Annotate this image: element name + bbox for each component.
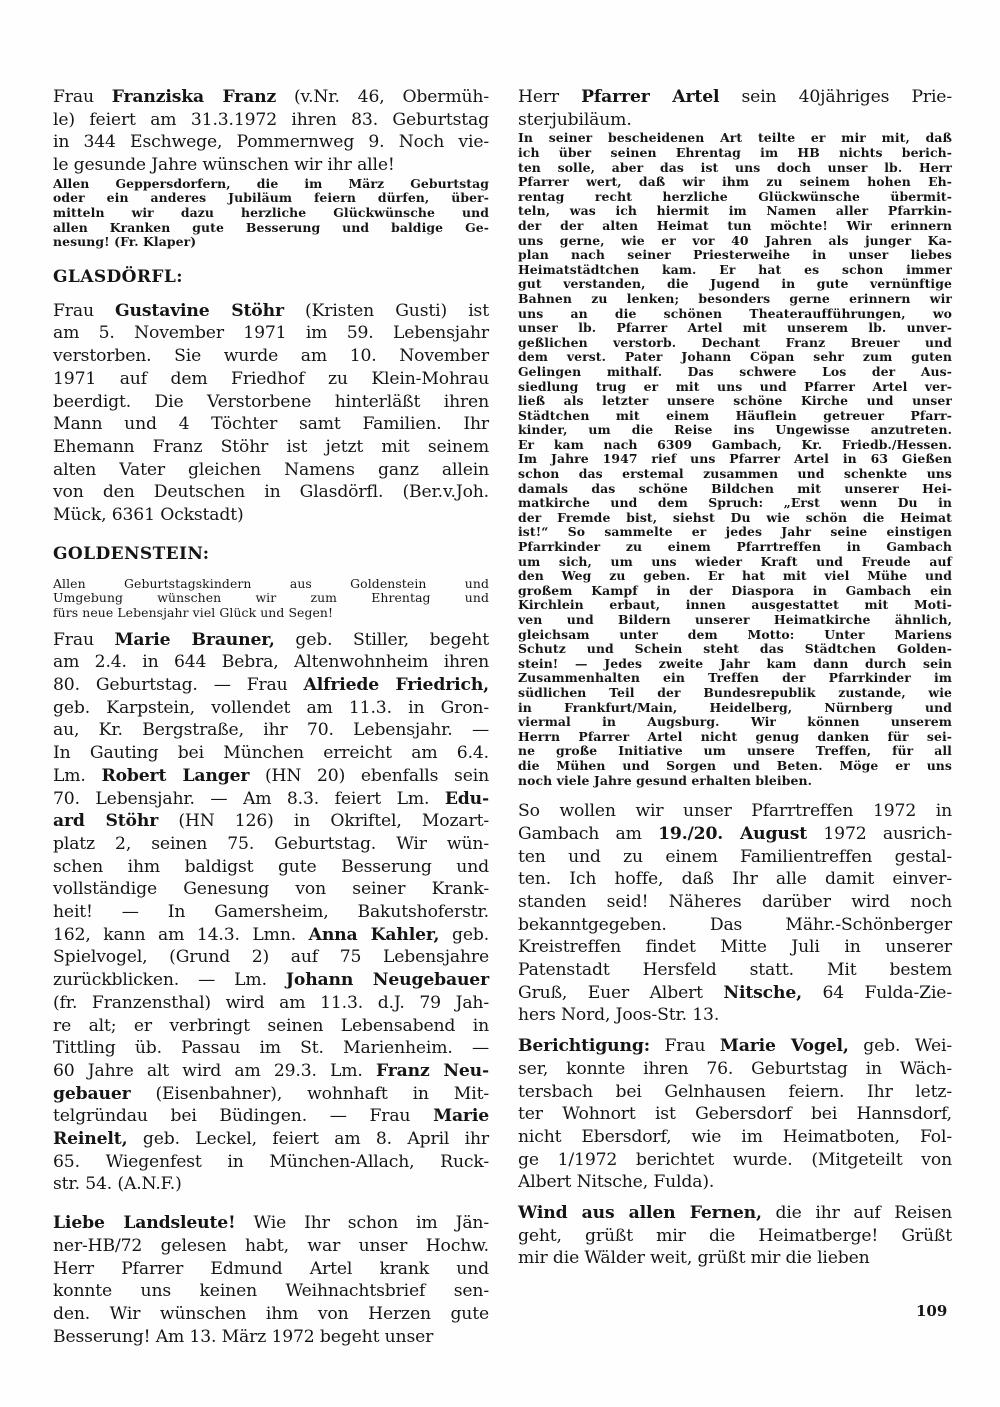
text-line: ard Stöhr (HN 126) in Okriftel, Mozart- xyxy=(53,811,489,832)
text-line: der Fremde bist, siehst Du wie schön die Heimat xyxy=(518,509,952,525)
text-line: le) feiert am 31.3.1972 ihren 83. Geburtstag xyxy=(53,109,489,130)
text-line: ten. Ich hoffe, daß Ihr alle damit einver- xyxy=(518,869,952,890)
text-line: Reinelt, geb. Leckel, feiert am 8. April ihr xyxy=(53,1129,489,1150)
text-line: ter Wohnort ist Gebersdorf bei Hannsdorf, xyxy=(518,1104,952,1125)
text-line: fürs neue Lebensjahr viel Glück und Segen! xyxy=(53,605,334,620)
text-line: ist!“ So sammelte er jedes Jahr seine einstigen xyxy=(518,524,952,540)
text-line: beerdigt. Die Verstorbene hinterläßt ihren xyxy=(53,391,489,412)
text-line: teln, was ich hiermit im Namen aller Pfarrkin- xyxy=(518,203,952,219)
paragraph-liebe-landsleute xyxy=(53,1212,489,1348)
text-line: bekanntgegeben. Das Mähr.-Schönberger xyxy=(518,914,952,935)
text-line: schen ihm baldigst gute Besserung und xyxy=(53,856,489,877)
bold-name: Edu- xyxy=(444,788,489,809)
section-heading-goldenstein: GOLDENSTEIN: xyxy=(53,543,210,564)
text-line: oder ein anderes Jubiläum feiern dürfen, über- xyxy=(53,190,489,206)
text-line: stein! — Jedes zweite Jahr kam dann durch sein xyxy=(518,655,952,671)
text-line: Herr Pfarrer Artel sein 40jähriges Prie- xyxy=(518,87,952,107)
text-line: Lm. Robert Langer (HN 20) ebenfalls sein xyxy=(53,765,489,786)
text-line: Frau Gustavine Stöhr (Kristen Gusti) ist xyxy=(53,300,489,321)
text-line: In Gauting bei München erreicht am 6.4. xyxy=(53,743,489,764)
text-line: dem verst. Pater Johann Cöpan sehr zum guten xyxy=(518,349,952,365)
text-line: in Frankfurt/Main, Heidelberg, Nürnberg und xyxy=(518,699,952,715)
text-line: viermal in Augsburg. Wir können unserem xyxy=(518,714,952,730)
paragraph-pfarrer-artel-jubilee xyxy=(518,86,952,131)
paragraph-pfarrtreffen-1972 xyxy=(518,800,952,1027)
text-line: heit! — In Gamersheim, Bakutshoferstr. xyxy=(53,902,489,923)
text-line: Tittling üb. Passau im St. Marienheim. — xyxy=(53,1038,489,1059)
right-column xyxy=(518,86,952,1270)
text-line: in 344 Eschwege, Pommernweg 9. Noch vie- xyxy=(53,132,489,153)
text-line: zurückblicken. — Lm. Johann Neugebauer xyxy=(53,970,489,991)
bold-name: Alfriede Friedrich, xyxy=(303,675,489,695)
text-line: tersbach bei Gelnhausen feiern. Ihr letz- xyxy=(518,1081,952,1102)
text-line: matkirche und dem Spruch: „Erst wenn Du in xyxy=(518,495,952,511)
text-line: ließ als letzter unsere schöne Kirche und unser xyxy=(518,393,952,409)
text-line: Spielvogel, (Grund 2) auf 75 Lebensjahre xyxy=(53,947,489,968)
text-line: den. Wir wünschen ihm von Herzen gute xyxy=(53,1303,489,1324)
text-line: Städtchen mit einem Häuflein getreuer Pfarr- xyxy=(518,407,952,423)
text-line: verstorben. Sie wurde am 10. November xyxy=(53,346,489,367)
text-line: alten Vater gleichen Namens ganz allein xyxy=(53,459,489,480)
text-line: Herr Pfarrer Edmund Artel krank und xyxy=(53,1258,489,1279)
text-line: unser lb. Pfarrer Artel mit unserem lb. unver- xyxy=(518,320,952,336)
text-line: geht, grüßt mir die Heimatberge! Grüßt xyxy=(518,1225,952,1246)
bold-name: Reinelt, xyxy=(53,1129,128,1150)
text-line: sterjubiläum. xyxy=(518,109,632,130)
text-line: 60 Jahre alt wird am 29.3. Lm. Franz Neu- xyxy=(53,1060,490,1081)
bold-name: Pfarrer Artel xyxy=(581,87,720,107)
text-line: die Mühen und Sorgen und Beten. Möge er uns xyxy=(518,757,952,773)
text-line: Im Jahre 1947 rief uns Pfarrer Artel in 63 Gießen xyxy=(518,451,952,467)
text-line: hers Nord, Joos-Str. 13. xyxy=(518,1005,720,1026)
text-line: am 5. November 1971 im 59. Lebensjahr xyxy=(53,323,489,344)
text-line: Pfarrer wert, daß wir ihm zu seinem hohen Eh- xyxy=(518,174,952,190)
bold-name: Nitsche, xyxy=(723,982,802,1003)
text-line: mir die Wälder weit, grüßt mir die lieben xyxy=(518,1248,870,1269)
text-line: Gambach am 19./20. August 1972 ausrich- xyxy=(518,823,953,844)
text-line: Berichtigung: Frau Marie Vogel, geb. Wei- xyxy=(518,1036,952,1057)
text-line: ten solle, aber das ist uns doch unser lb. Herr xyxy=(518,159,952,175)
text-line: 1971 auf dem Friedhof zu Klein-Mohrau xyxy=(53,368,489,389)
text-line: Gelingen mithalf. Das schwere Los der Aus- xyxy=(518,363,952,379)
text-line: re alt; er verbringt seinen Lebensabend in xyxy=(53,1015,489,1036)
text-line: Frau Marie Brauner, geb. Stiller, begeht xyxy=(53,629,489,650)
text-line: gleichsam unter dem Motto: Unter Mariens xyxy=(518,626,952,642)
text-line: 80. Geburtstag. — Frau Alfriede Friedrich, xyxy=(53,675,489,695)
text-line: plan nach seiner Priesterweihe in unser liebes xyxy=(518,247,952,263)
text-line: ten und zu einem Familientreffen gestal- xyxy=(518,846,952,867)
text-line: Gruß, Euer Albert Nitsche, 64 Fulda-Zie- xyxy=(518,982,952,1003)
text-line: In seiner bescheidenen Art teilte er mir mit, daß xyxy=(518,130,952,146)
text-line: damals das schöne Bildchen mit unserer Hei- xyxy=(518,480,952,496)
text-line: 65. Wiegenfest in München-Allach, Ruck- xyxy=(53,1151,489,1172)
text-line: Heimatstädtchen kam. Er hat es schon immer xyxy=(518,261,952,277)
text-line: gut verstanden, die Jugend in gute vernünftige xyxy=(518,276,952,292)
text-line: Patenstadt Hersfeld statt. Mit bestem xyxy=(518,960,952,981)
text-line: Mück, 6361 Ockstadt) xyxy=(53,505,244,526)
bold-name: Marie Brauner, xyxy=(114,629,275,650)
text-line: gebauer (Eisenbahner), wohnhaft in Mit- xyxy=(53,1083,489,1104)
text-line: ser, konnte ihren 76. Geburtstag in Wäch- xyxy=(518,1058,952,1079)
left-column xyxy=(53,86,489,1348)
bold-name: Robert Langer xyxy=(101,765,250,786)
text-line: telgründau bei Büdingen. — Frau Marie xyxy=(53,1106,489,1127)
text-line: Wind aus allen Fernen, die ihr auf Reisen xyxy=(518,1203,953,1224)
text-line: am 2.4. in 644 Bebra, Altenwohnheim ihren xyxy=(53,652,489,673)
text-line: siedlung trug er mit uns und Pfarrer Artel ver- xyxy=(518,378,952,394)
page-number: 109 xyxy=(916,1302,948,1320)
paragraph-wind-aus-allen-fernen xyxy=(518,1202,952,1270)
paragraph-berichtigung xyxy=(518,1035,952,1194)
text-line: Bahnen zu lenken; besonders gerne erinnern wir xyxy=(518,290,952,306)
bold-name: gebauer xyxy=(53,1083,131,1104)
text-line: Herrn Pfarrer Artel nicht genug danken für sei- xyxy=(518,728,952,744)
paragraph-birthdays-goldenstein xyxy=(53,629,489,1197)
text-line: ven und Bildern unserer Heimatkirche ähnlich, xyxy=(518,612,952,627)
text-line: au, Kr. Bergstraße, ihr 70. Lebensjahr. — xyxy=(53,720,489,741)
text-line: uns an die schönen Theateraufführungen, wo xyxy=(518,305,952,321)
text-line: Besserung! Am 13. März 1972 begeht unser xyxy=(53,1326,434,1347)
text-line: Frau Franziska Franz (v.Nr. 46, Obermüh- xyxy=(53,87,490,107)
text-line: Zusammenhalten ein Treffen der Pfarrkinder im xyxy=(518,670,952,686)
text-line: ner-HB/72 gelesen habt, war unser Hochw. xyxy=(53,1235,489,1256)
text-line: ne große Initiative um unsere Treffen, für all xyxy=(518,743,952,759)
bold-name: Johann Neugebauer xyxy=(285,970,489,991)
bold-name: Franz Neu- xyxy=(375,1060,490,1081)
text-line: platz 2, seinen 75. Geburtstag. Wir wün- xyxy=(53,833,489,854)
bold-name: ard Stöhr xyxy=(53,811,159,832)
bold-name: Franziska Franz xyxy=(111,87,277,107)
text-line: uns gerne, wie er vor 40 Jahren als junger Ka- xyxy=(518,232,952,248)
text-line: um sich, um uns wieder Kraft und Freude auf xyxy=(518,553,952,569)
text-line: Kirchlein erbaut, innen ausgestattet mit Moti- xyxy=(518,597,952,613)
text-line: nicht Ebersdorf, wie im Heimatboten, Fol- xyxy=(518,1126,952,1147)
paragraph-franziska-franz xyxy=(53,86,489,177)
section-heading-glasdoerfl: GLASDÖRFL: xyxy=(53,266,183,287)
text-line: standen seid! Näheres darüber wird noch xyxy=(518,891,952,912)
text-line: ich über seinen Ehrentag im HB nichts berich- xyxy=(518,145,952,160)
text-line: der der alten Heimat tun möchte! Wir erinnern xyxy=(518,217,952,233)
text-line: schon das erstemal zusammen und schenkte uns xyxy=(518,466,952,482)
text-line: Schutz und Schein steht das Städtchen Golden- xyxy=(518,641,952,657)
paragraph-gustavine-stoehr xyxy=(53,300,489,527)
paragraph-pfarrer-artel-tribute xyxy=(518,131,952,788)
text-line: südlichen Teil der Bundesrepublik zustande, wie xyxy=(518,684,952,700)
text-line: nesung! (Fr. Klaper) xyxy=(53,234,197,250)
text-line: allen Kranken gute Besserung und baldige Ge- xyxy=(53,219,489,235)
text-line: kinder, um die Reise ins Ungewisse anzutreten. xyxy=(518,422,952,438)
text-line: Liebe Landsleute! Wie Ihr schon im Jän- xyxy=(53,1213,489,1234)
text-line: Ehemann Franz Stöhr ist jetzt mit seinem xyxy=(53,437,489,457)
bold-name: Wind aus allen Fernen, xyxy=(518,1203,762,1224)
text-line: So wollen wir unser Pfarrtreffen 1972 in xyxy=(518,801,952,822)
text-line: noch viele Jahre gesund erhalten bleiben. xyxy=(518,772,812,788)
text-line: le gesunde Jahre wünschen wir ihr alle! xyxy=(53,155,395,176)
bold-name: Marie xyxy=(433,1106,489,1127)
text-line: geßlichen verstorb. Dechant Franz Breuer und xyxy=(518,334,952,350)
text-line: Albert Nitsche, Fulda). xyxy=(518,1172,715,1193)
text-line: Allen Geburtstagskindern aus Goldenstein und xyxy=(53,575,489,591)
text-line: rentag recht herzliche Glückwünsche übermit- xyxy=(518,188,952,204)
bold-name: Berichtigung: xyxy=(518,1036,650,1057)
text-line: Kreistreffen findet Mitte Juli in unserer xyxy=(518,937,952,958)
bold-name: Marie Vogel, xyxy=(719,1036,849,1057)
text-line: mitteln wir dazu herzliche Glückwünsche und xyxy=(53,205,489,220)
text-line: str. 54. (A.N.F.) xyxy=(53,1174,182,1195)
text-line: großem Kampf in der Diaspora in Gambach ein xyxy=(518,582,952,598)
text-line: Pfarrkinder zu einem Pfarrtreffen in Gambach xyxy=(518,539,952,555)
bold-name: Anna Kahler, xyxy=(308,924,440,945)
paragraph-goldenstein-greetings xyxy=(53,577,489,621)
text-line: Allen Geppersdorfern, die im März Geburtstag xyxy=(53,175,489,191)
text-line: Umgebung wünschen wir zum Ehrentag und xyxy=(53,590,489,606)
text-line: Er kam nach 6309 Gambach, Kr. Friedb./Hessen. xyxy=(518,436,952,452)
text-line: von den Deutschen in Glasdörfl. (Ber.v.Joh. xyxy=(53,482,489,503)
text-line: 162, kann am 14.3. Lmn. Anna Kahler, geb. xyxy=(53,924,490,945)
text-line: konnte uns keinen Weihnachtsbrief sen- xyxy=(53,1281,489,1302)
bold-name: Gustavine Stöhr xyxy=(115,300,284,321)
paragraph-geppersdorf-greetings xyxy=(53,177,489,250)
text-line: geb. Karpstein, vollendet am 11.3. in Gron- xyxy=(53,697,489,718)
text-line: vollständige Genesung von seiner Krank- xyxy=(53,879,489,900)
text-line: ge 1/1972 berichtet wurde. (Mitgeteilt von xyxy=(518,1149,952,1170)
text-line: Mann und 4 Töchter samt Familien. Ihr xyxy=(53,414,489,435)
bold-name: 19./20. August xyxy=(658,823,808,844)
text-line: 70. Lebensjahr. — Am 8.3. feiert Lm. Edu- xyxy=(53,788,489,809)
bold-name: Liebe Landsleute! xyxy=(53,1213,236,1234)
text-line: den Weg zu geben. Er hat mit viel Mühe und xyxy=(518,568,952,584)
text-line: (fr. Franzensthal) wird am 11.3. d.J. 79 Jah- xyxy=(53,992,489,1013)
